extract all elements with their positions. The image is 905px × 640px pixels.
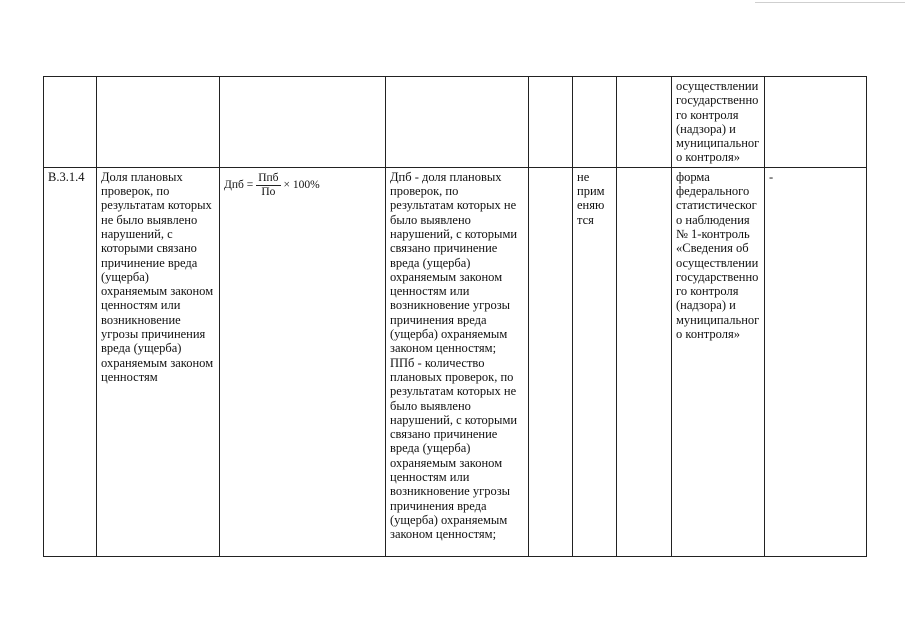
formula-fraction: [256, 172, 280, 199]
cell-definitions-prev: [386, 77, 529, 168]
table-row-main: [44, 167, 867, 556]
cell-note-prev: [765, 77, 867, 168]
cell-applicability: не прим еняю тся: [573, 167, 617, 556]
formula: [224, 172, 381, 199]
scan-edge-line: [755, 2, 905, 3]
cell-code-prev: [44, 77, 97, 168]
cell-definitions: Дпб - доля плановых проверок, по результатам которых не было выявлено нарушений, с которыми связано причинение вреда (ущерба) охраняемым законом ценностям или возникновение угрозы причинения вреда (ущерба) охраняемым законом ценностям; ППб - количество плановых проверок, по результатам которых не было выявлено нарушений, с которыми связано причинение вреда (ущерба) охраняемым законом ценностям или возникновение угрозы причинения вреда (ущерба) охраняемым законом ценностям;: [386, 167, 529, 556]
cell-applicability-prev: [573, 77, 617, 168]
cell-indicator-name: Доля плановых проверок, по результатам которых не было выявлено нарушений, с которыми связано причинение вреда (ущерба) охраняемым законом ценностям или возникновение угрозы причинения вреда (ущерба) охраняемым законом ценностям: [97, 167, 220, 556]
cell-empty-prev-2: [617, 77, 672, 168]
cell-note: -: [765, 167, 867, 556]
cell-empty-prev-1: [529, 77, 573, 168]
table-row-previous: [44, 77, 867, 168]
cell-empty-2: [617, 167, 672, 556]
cell-code: В.3.1.4: [44, 167, 97, 556]
cell-formula-prev: [220, 77, 386, 168]
formula-lhs: Дпб =: [224, 179, 254, 192]
cell-formula: [220, 167, 386, 556]
formula-numerator: Ппб: [258, 171, 279, 184]
indicators-table: [43, 76, 867, 557]
cell-source: форма федерального статистическог о наблюдения № 1-контроль «Сведения об осуществлении государственно го контроля (надзора) и муниципальног о контроля»: [672, 167, 765, 556]
formula-denominator: По: [261, 185, 276, 198]
cell-name-prev: [97, 77, 220, 168]
formula-rhs: × 100%: [283, 179, 320, 192]
cell-source-prev: осуществлении государственно го контроля (надзора) и муниципальног о контроля»: [672, 77, 765, 168]
cell-empty-1: [529, 167, 573, 556]
